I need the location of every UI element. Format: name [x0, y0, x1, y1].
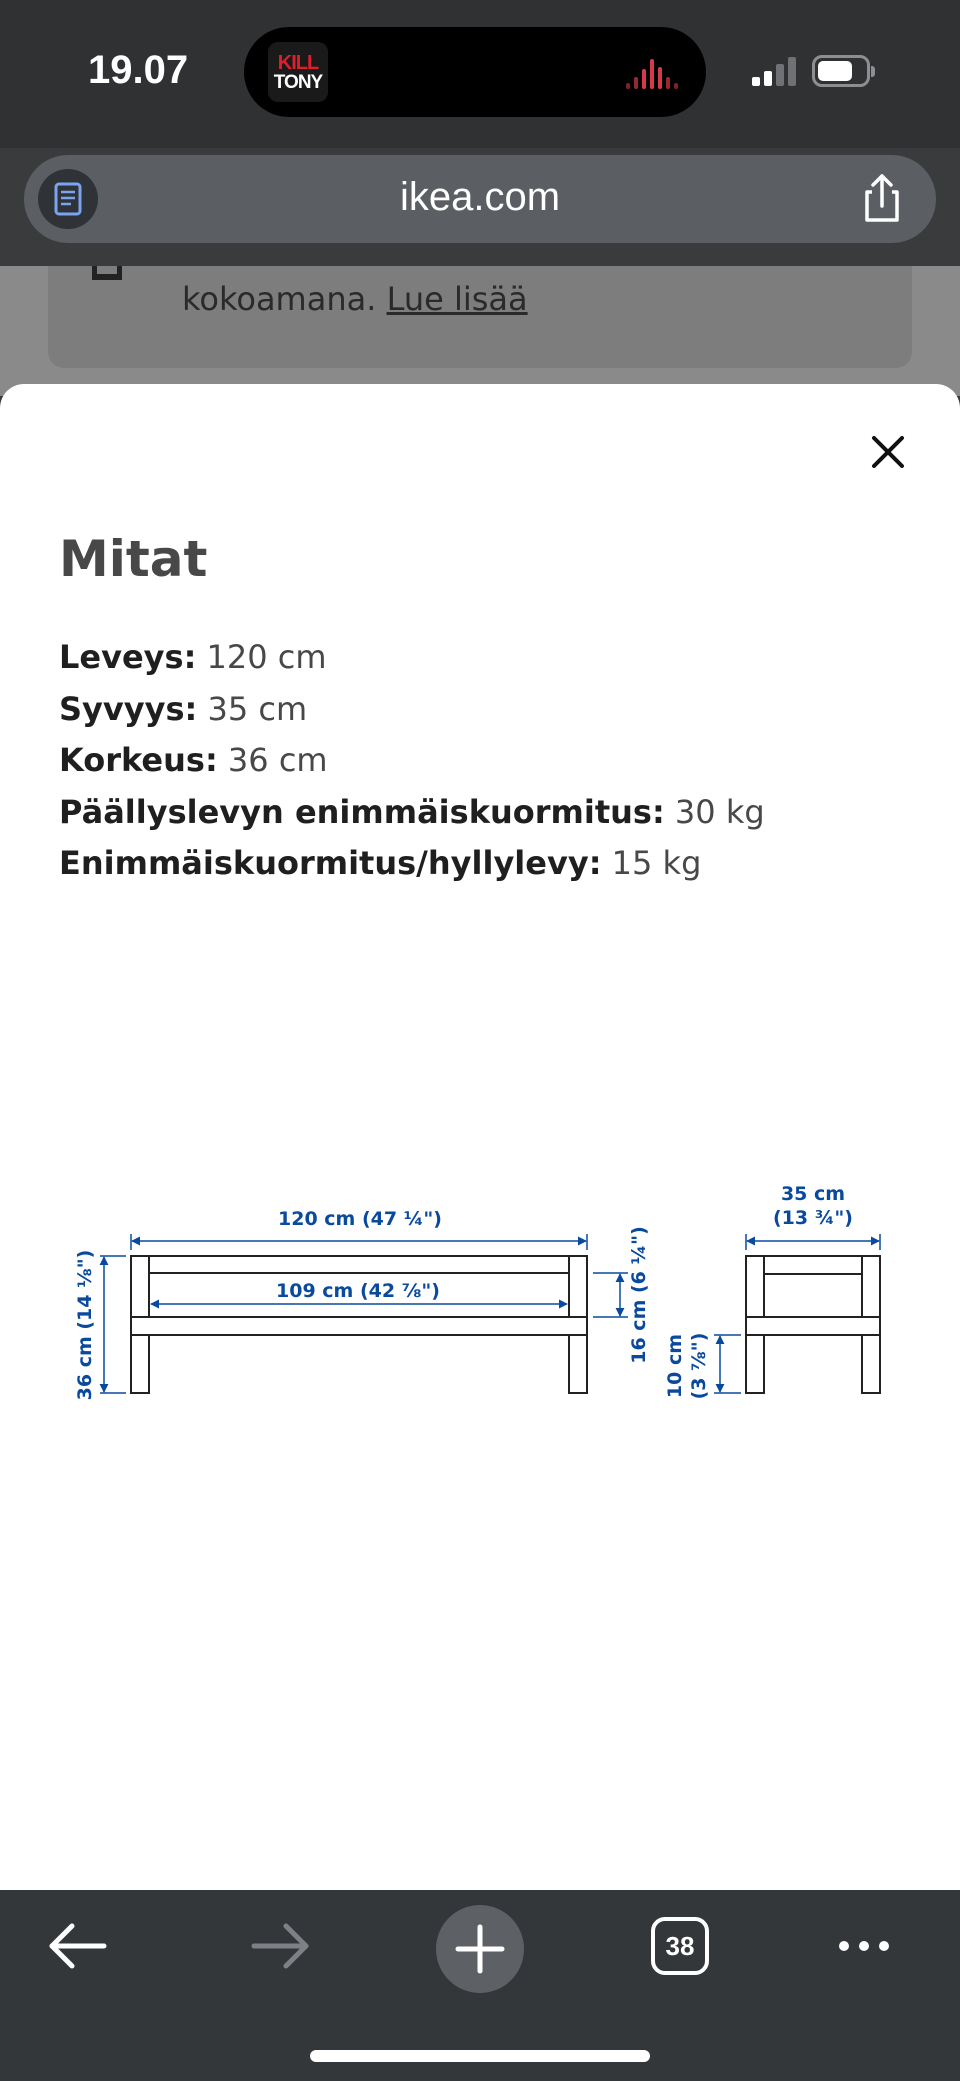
height-dimension-label: 36 cm (14 ⅛") — [74, 1249, 96, 1401]
inner-width-dimension-label: 109 cm (42 ⅞") — [276, 1280, 440, 1302]
spec-value: 36 cm — [227, 741, 328, 779]
now-playing-app-icon — [268, 42, 328, 102]
spec-label: Leveys: — [59, 638, 197, 676]
dimension-drawing — [60, 1183, 920, 1704]
arrow-left-icon[interactable] — [30, 1898, 126, 1994]
background-page — [0, 266, 960, 396]
spec-value: 35 cm — [207, 689, 308, 728]
close-icon[interactable] — [866, 430, 910, 474]
background-text — [182, 280, 528, 318]
url-text[interactable]: ikea.com — [399, 175, 561, 219]
home-indicator[interactable] — [310, 2050, 650, 2062]
audio-waveform-icon — [626, 57, 682, 89]
new-tab-button[interactable] — [436, 1905, 524, 1993]
read-more-link[interactable]: Lue lisää — [386, 280, 528, 318]
leg-height-label-line1: 10 cm — [664, 1333, 686, 1399]
dimensions-sheet — [0, 384, 960, 1890]
spec-row-shelf-max-load — [59, 844, 765, 896]
address-bar[interactable] — [24, 155, 936, 243]
spec-label: Syvyys: — [59, 689, 198, 728]
front-view — [131, 1256, 587, 1393]
spec-row-top-max-load — [59, 793, 765, 845]
sheet-title: Mitat — [59, 530, 208, 588]
arrow-right-icon[interactable] — [232, 1898, 328, 1994]
app-logo-line1: KILL — [277, 51, 319, 74]
depth-dimension-label-line1: 35 cm — [780, 1183, 846, 1205]
status-bar — [0, 0, 960, 148]
spec-value: 15 kg — [611, 844, 702, 882]
share-icon[interactable] — [852, 168, 912, 228]
side-view — [746, 1256, 880, 1393]
spec-row-height — [59, 741, 765, 793]
spec-row-width — [59, 638, 765, 690]
spec-label: Enimmäiskuormitus/hyllylevy: — [59, 844, 602, 882]
app-logo-line2: TONY — [273, 71, 323, 93]
leg-height-label-line2: (3 ⅞") — [688, 1332, 710, 1400]
battery-icon — [812, 55, 870, 87]
status-time: 19.07 — [88, 48, 189, 92]
dynamic-island[interactable] — [244, 27, 706, 117]
spec-value: 120 cm — [206, 638, 327, 676]
width-dimension-label: 120 cm (47 ¼") — [278, 1208, 442, 1230]
cellular-signal-icon — [752, 56, 798, 86]
depth-dimension-label-line2: (13 ¾") — [773, 1207, 853, 1229]
spec-row-depth — [59, 690, 765, 742]
background-text-body: kokoamana. — [182, 280, 377, 318]
shelf-gap-dimension-label: 16 cm (6 ¼") — [628, 1226, 650, 1364]
info-card-icon — [92, 266, 122, 280]
tabs-button[interactable]: 38 — [651, 1917, 709, 1975]
plus-icon — [436, 1905, 524, 1993]
spec-label: Korkeus: — [59, 741, 218, 779]
spec-label: Päällyslevyn enimmäiskuormitus: — [59, 792, 665, 831]
more-dots-icon[interactable] — [816, 1898, 912, 1994]
spec-value: 30 kg — [674, 792, 765, 831]
spec-list — [59, 638, 765, 896]
